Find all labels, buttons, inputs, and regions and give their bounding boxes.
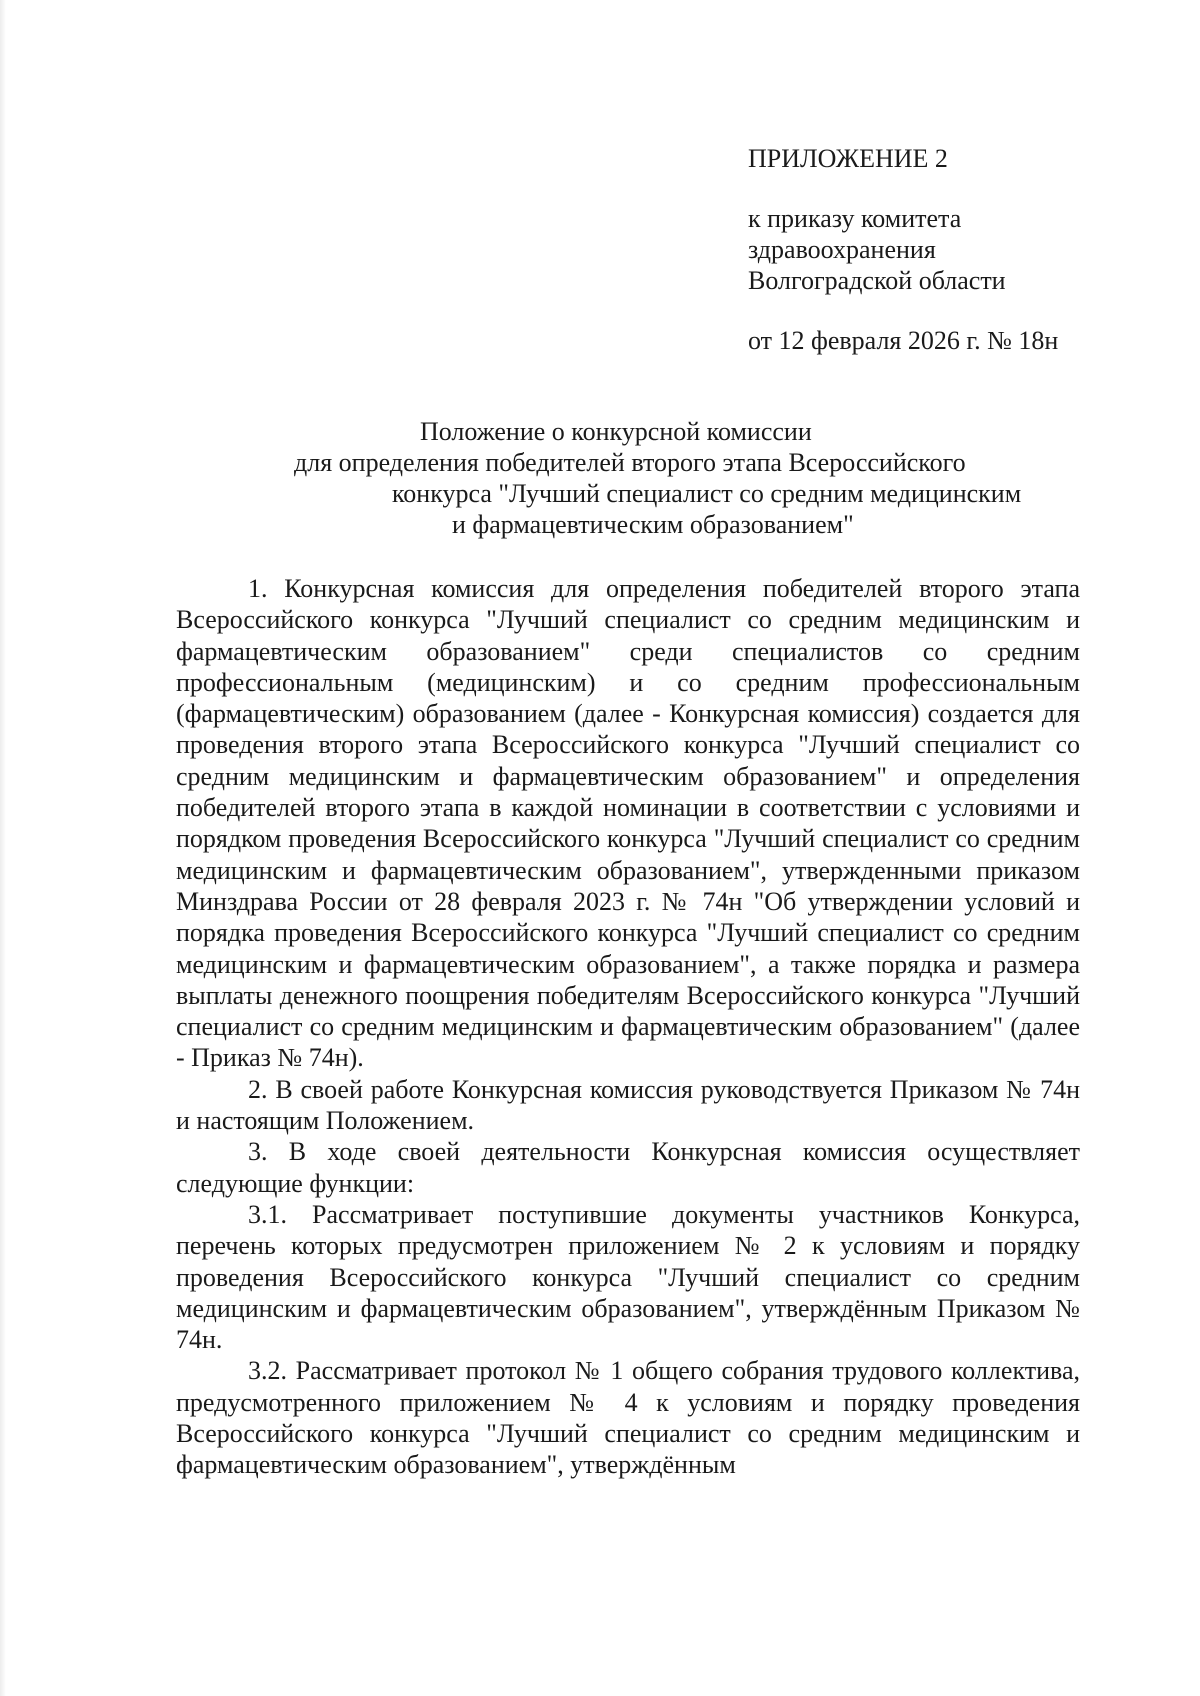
appendix-to-order bbox=[748, 203, 1006, 296]
appendix-to-order-line: к приказу комитета bbox=[748, 204, 962, 233]
paragraph-3-1: 3.1. Рассматривает поступившие документы участников Конкурса, перечень которых предусмотрен приложением № 2 к условиям и порядку проведения Всероссийского конкурса "Лучший специалист со средним медицинским и фармацевтическим образованием", утверждённым Приказом № 74н. bbox=[176, 1199, 1080, 1355]
paragraph-2: 2. В своей работе Конкурсная комиссия руководствуется Приказом № 74н и настоящим Положением. bbox=[176, 1074, 1080, 1136]
appendix-to-order-line: Волгоградской области bbox=[748, 266, 1006, 295]
appendix-title: ПРИЛОЖЕНИЕ 2 bbox=[748, 144, 948, 173]
document-body bbox=[176, 573, 1080, 1481]
heading-line: и фармацевтическим образованием" bbox=[452, 510, 854, 539]
heading-line: Положение о конкурсной комиссии bbox=[420, 417, 812, 446]
heading-line: для определения победителей второго этапа Всероссийского bbox=[294, 448, 966, 477]
appendix-date: от 12 февраля 2026 г. № 18н bbox=[748, 326, 1059, 355]
paragraph-3-2: 3.2. Рассматривает протокол № 1 общего собрания трудового коллектива, предусмотренного приложением № 4 к условиям и порядку проведения Всероссийского конкурса "Лучший специалист со средним медицинским и фармацевтическим образованием", утверждённым bbox=[176, 1356, 1080, 1480]
appendix-to-order-line: здравоохранения bbox=[748, 235, 936, 264]
heading-line: конкурса "Лучший специалист со средним медицинским bbox=[392, 479, 1022, 508]
paragraph-1: 1. Конкурсная комиссия для определения победителей второго этапа Всероссийского конкурса "Лучший специалист со средним медицинским и фармацевтическим образованием" среди специалистов со средним профессиональным (медицинским) и со средним профессиональным (фармацевтическим) образованием (далее - Конкурсная комиссия) создается для проведения второго этапа Всероссийского конкурса "Лучший специалист со средним медицинским и фармацевтическим образованием" и определения победителей второго этапа в каждой номинации в соответствии с условиями и порядком проведения Всероссийского конкурса "Лучший специалист со средним медицинским и фармацевтическим образованием", утвержденными приказом Минздрава России от 28 февраля 2023 г. № 74н "Об утверждении условий и порядка проведения Всероссийского конкурса "Лучший специалист со средним медицинским и фармацевтическим образованием", а также порядка и размера выплаты денежного поощрения победителям Всероссийского конкурса "Лучший специалист со средним медицинским и фармацевтическим образованием" (далее - Приказ № 74н). bbox=[176, 574, 1080, 1073]
scan-edge bbox=[0, 0, 6, 1696]
paragraph-3: 3. В ходе своей деятельности Конкурсная комиссия осуществляет следующие функции: bbox=[176, 1137, 1080, 1198]
